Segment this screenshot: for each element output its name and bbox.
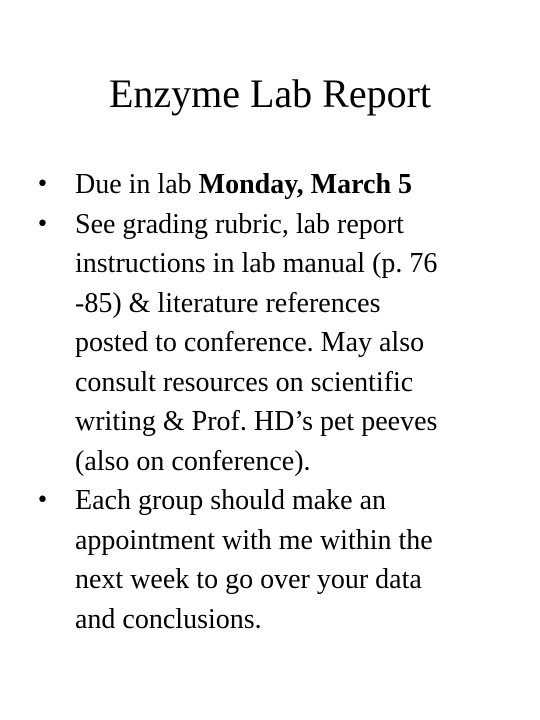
bullet-item-grading-rubric	[0, 205, 540, 482]
bullet-line: -85) & literature references	[75, 287, 381, 319]
bullet-icon: •	[36, 172, 49, 197]
slide-title: Enzyme Lab Report	[108, 71, 432, 116]
bullet-item-due-date	[0, 165, 540, 205]
bullet-line: instructions in lab manual (p. 76	[75, 248, 438, 279]
bullet-item-appointment	[0, 481, 540, 639]
bullet-line: (also on conference).	[75, 445, 311, 477]
due-date: Monday, March 5	[198, 169, 413, 200]
bullet-icon: •	[36, 488, 49, 513]
due-label: Due in lab	[75, 169, 199, 200]
bullet-line: consult resources on scientific	[75, 366, 414, 398]
bullet-line: writing & Prof. HD’s pet peeves	[75, 406, 438, 437]
bullet-list	[0, 165, 540, 639]
bullet-icon: •	[36, 211, 49, 237]
bullet-line: posted to conference. May also	[75, 327, 425, 358]
bullet-line: next week to go over your data	[75, 564, 422, 595]
bullet-line	[75, 165, 520, 205]
bullet-line: and conclusions.	[75, 603, 262, 635]
bullet-line: Each group should make an	[75, 485, 387, 516]
bullet-line: appointment with me within the	[75, 524, 433, 556]
bullet-line: See grading rubric, lab report	[75, 208, 404, 240]
